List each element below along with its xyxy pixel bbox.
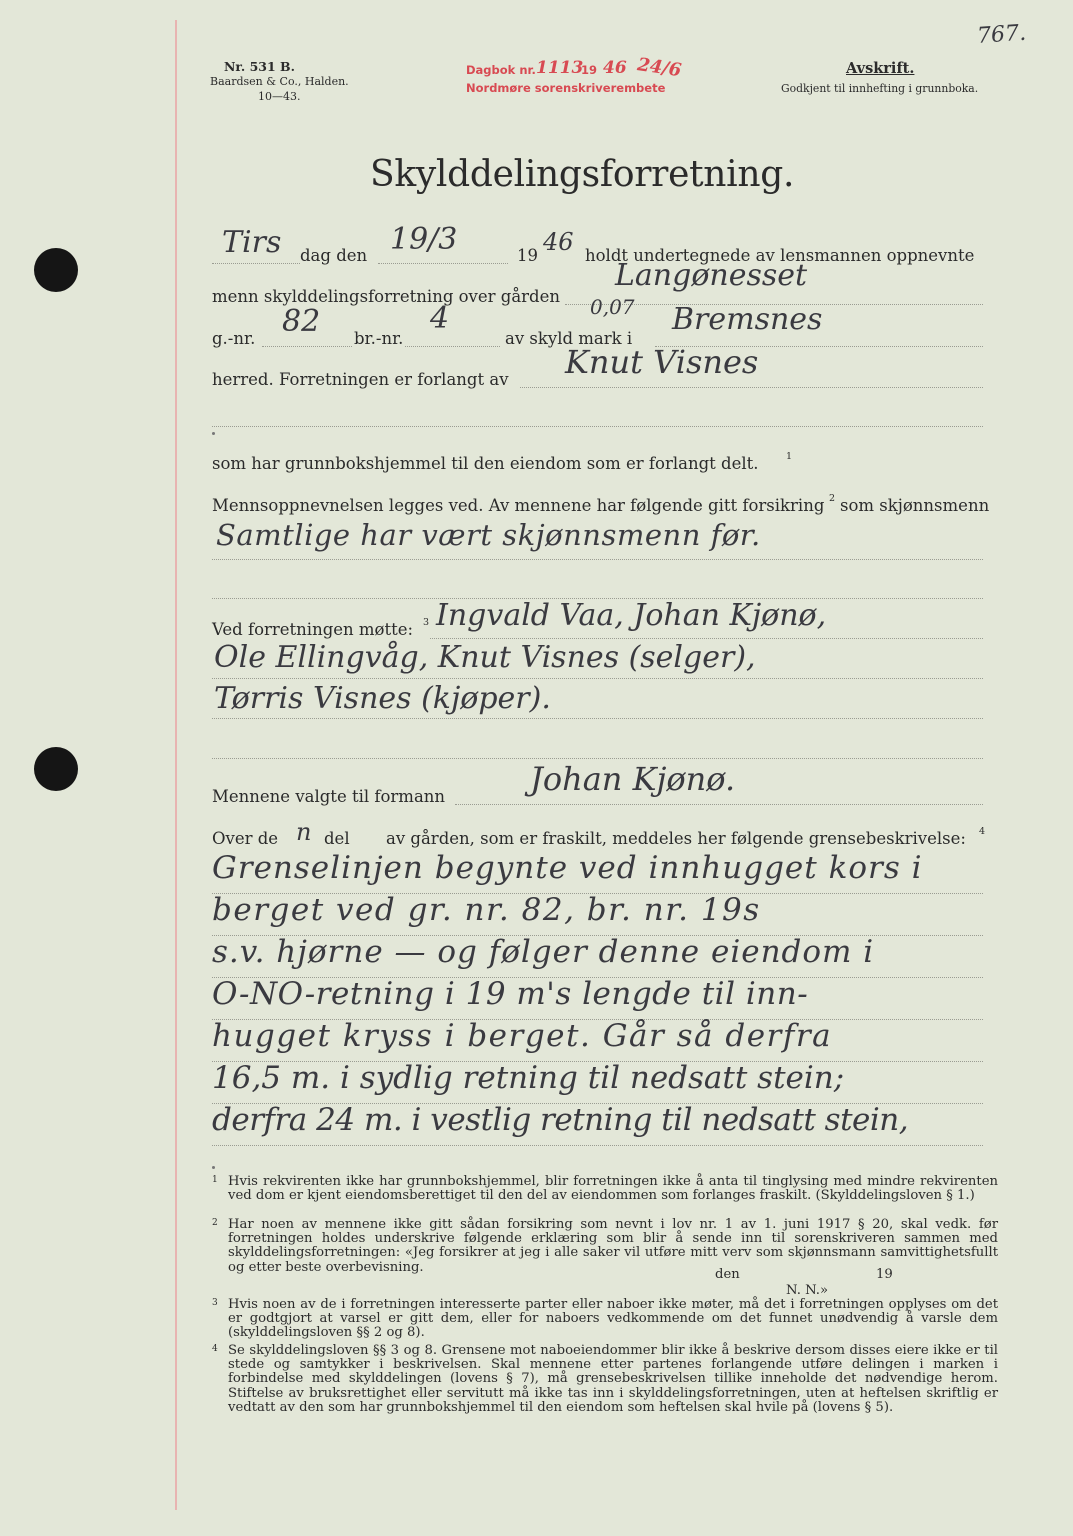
boundary-line: berget ved gr. nr. 82, br. nr. 19s [212, 892, 761, 928]
label-dag-den: dag den [300, 246, 368, 265]
dotted-rule [212, 263, 300, 264]
dotted-rule [212, 758, 983, 759]
dotted-rule [212, 426, 983, 427]
footnote-mark: 3 [212, 1298, 218, 1308]
dotted-rule [378, 263, 508, 264]
brnr-hand: 4 [430, 301, 450, 336]
footnote-2-den: den [715, 1267, 740, 1282]
label-over-de: Over de [212, 829, 279, 848]
stamp-year: 46 [603, 58, 627, 78]
dotted-rule [212, 559, 983, 560]
requester-hand: Knut Visnes [565, 343, 759, 381]
boundary-line: 16,5 m. i sydlig retning til nedsatt stein; [212, 1060, 845, 1096]
footnote-mark: 2 [212, 1218, 218, 1228]
page-number: 767. [976, 20, 1027, 49]
margin-dot [212, 432, 215, 435]
footnote-ref-3: 3 [423, 617, 430, 628]
footnote-2-year: 19 [876, 1267, 893, 1282]
label-herred: herred. Forretningen er forlangt av [212, 370, 509, 389]
label-gaarden: av gården, som er fraskilt, meddeles her følgende grensebeskrivelse: [386, 829, 966, 848]
farm-name-hand: Langønesset [615, 258, 808, 293]
footnote-mark: 1 [212, 1175, 218, 1185]
boundary-line: O-NO-retning i 19 m's lengde til inn- [212, 976, 809, 1012]
dotted-rule [212, 1145, 983, 1146]
boundary-line: s.v. hjørne — og følger denne eiendom i [212, 934, 875, 970]
dotted-rule [520, 387, 983, 388]
year-hand: 46 [543, 228, 574, 256]
dotted-rule [212, 718, 983, 719]
binder-hole-bottom [34, 747, 78, 791]
footnote-1: Hvis rekvirenten ikke har grunnbokshjemmel, blir forretningen ikke å anta til tinglysing med mindre rekvirenten ved dom er kjent eiendomsberettiget til den del av eiendommen som forlanges fraskilt. (Skylddelingsloven § 1.) [228, 1174, 998, 1204]
skyld-hand: 0,07 [590, 295, 635, 319]
label-menn: menn skylddelingsforretning over gården [212, 287, 561, 306]
form-number: Nr. 531 B. [224, 59, 295, 74]
label-formann: Mennene valgte til formann [212, 787, 446, 806]
dotted-rule [212, 678, 983, 679]
stamp-date: 24/6 [636, 54, 683, 82]
label-del: del [324, 829, 350, 848]
footnote-4: Se skylddelingsloven §§ 3 og 8. Grensene mot naboeiendommer blir ikke å beskrive dersom disses eiere ikke er til stede og samtykker i beskrivelsen. Skal mennene etter partenes forlangende utføre delingen i marken i forbindelse med skylddelingen (lovens § 7), må grensebeskrivelsen tillike inneholde det nødvendige herom. Stiftelse av bruksrettighet eller servitutt må ikke tas inn i skylddelingsforretningen, uten at heftelsen skriftlig er vedtatt av den som har grunnbokshjemmel til den eiendom som heftelsen skal hvile på (lovens § 5). [228, 1343, 998, 1415]
herred-name-hand: Bremsnes [672, 302, 823, 337]
stamp-office: Nordmøre sorenskriverembete [466, 81, 666, 95]
margin-dot [212, 1166, 215, 1169]
footnote-2: Har noen av mennene ikke gitt sådan forsikring som nevnt i lov nr. 1 av 1. juni 1917 § 20, skal vedk. før forretningen holdes underskrive følgende erklæring som blir å sende inn til sorenskriveren sammen med skylddelingsforretningen: «Jeg forsikrer at jeg i alle saker vil utføre mitt verv som skjønnsmann samvittighetsfullt og etter beste overbevisning. [228, 1217, 998, 1275]
label-motte: Ved forretningen møtte: [212, 620, 414, 639]
footnote-3: Hvis noen av de i forretningen interesserte parter eller naboer ikke møter, må det i forretningen opplyses om det er godtgjort at varsel er gitt dem, eller for naboers vedkommende om det funnet unødvendig å varsle dem (skylddelingsloven §§ 2 og 8). [228, 1297, 998, 1341]
registry-stamp [466, 54, 756, 105]
gnr-hand: 82 [282, 304, 321, 339]
dotted-rule [455, 804, 983, 805]
footnote-ref-1: 1 [786, 451, 793, 462]
date-hand: 19/3 [390, 222, 458, 257]
label-av-skyld: av skyld mark i [505, 329, 633, 348]
chairman-hand: Johan Kjønø. [530, 760, 736, 798]
part-hand: n [296, 818, 312, 846]
dotted-rule [430, 638, 983, 639]
weekday-hand: Tirs [222, 225, 282, 260]
footnote-ref-2: 2 [829, 493, 836, 504]
label-mennsoppnevnelsen: Mennsoppnevnelsen legges ved. Av mennene har følgende gitt forsikring [212, 496, 825, 515]
footnote-ref-4: 4 [979, 826, 986, 837]
footnote-mark: 4 [212, 1344, 218, 1354]
margin-rule [175, 20, 177, 1510]
label-grunnbok: som har grunnbokshjemmel til den eiendom som er forlangt delt. [212, 454, 759, 473]
print-date: 10—43. [258, 90, 301, 103]
label-holdt: holdt undertegnede av lensmannen oppnevnte [585, 246, 975, 265]
stamp-number: 1113 [536, 58, 584, 78]
boundary-line: Grenselinjen begynte ved innhugget kors i [212, 850, 923, 886]
stamp-label: Dagbok nr. [466, 63, 536, 77]
copy-note: Godkjent til innhefting i grunnboka. [781, 82, 979, 95]
document-title: Skylddelingsforretning. [370, 154, 795, 195]
label-skjonnsmenn: som skjønnsmenn [840, 496, 990, 515]
attendee-line: Ingvald Vaa, Johan Kjønø, [436, 598, 827, 633]
attendee-line: Ole Ellingvåg, Knut Visnes (selger), [214, 640, 756, 675]
boundary-line: hugget kryss i berget. Går så derfra [212, 1018, 833, 1054]
printer-name: Baardsen & Co., Halden. [210, 75, 349, 88]
label-gnr: g.-nr. [212, 329, 256, 348]
stamp-year-prefix: 19 [581, 63, 598, 77]
dotted-rule [262, 346, 352, 347]
dotted-rule [405, 346, 500, 347]
boundary-line: derfra 24 m. i vestlig retning til nedsatt stein, [212, 1102, 909, 1138]
label-brnr: br.-nr. [354, 329, 404, 348]
year-prefix: 19 [517, 246, 538, 265]
assurance-hand: Samtlige har vært skjønnsmenn før. [216, 518, 761, 552]
binder-hole-top [34, 248, 78, 292]
attendee-line: Tørris Visnes (kjøper). [214, 681, 551, 716]
footnote-2-signature: N. N.» [786, 1283, 829, 1298]
copy-label: Avskrift. [846, 60, 915, 77]
